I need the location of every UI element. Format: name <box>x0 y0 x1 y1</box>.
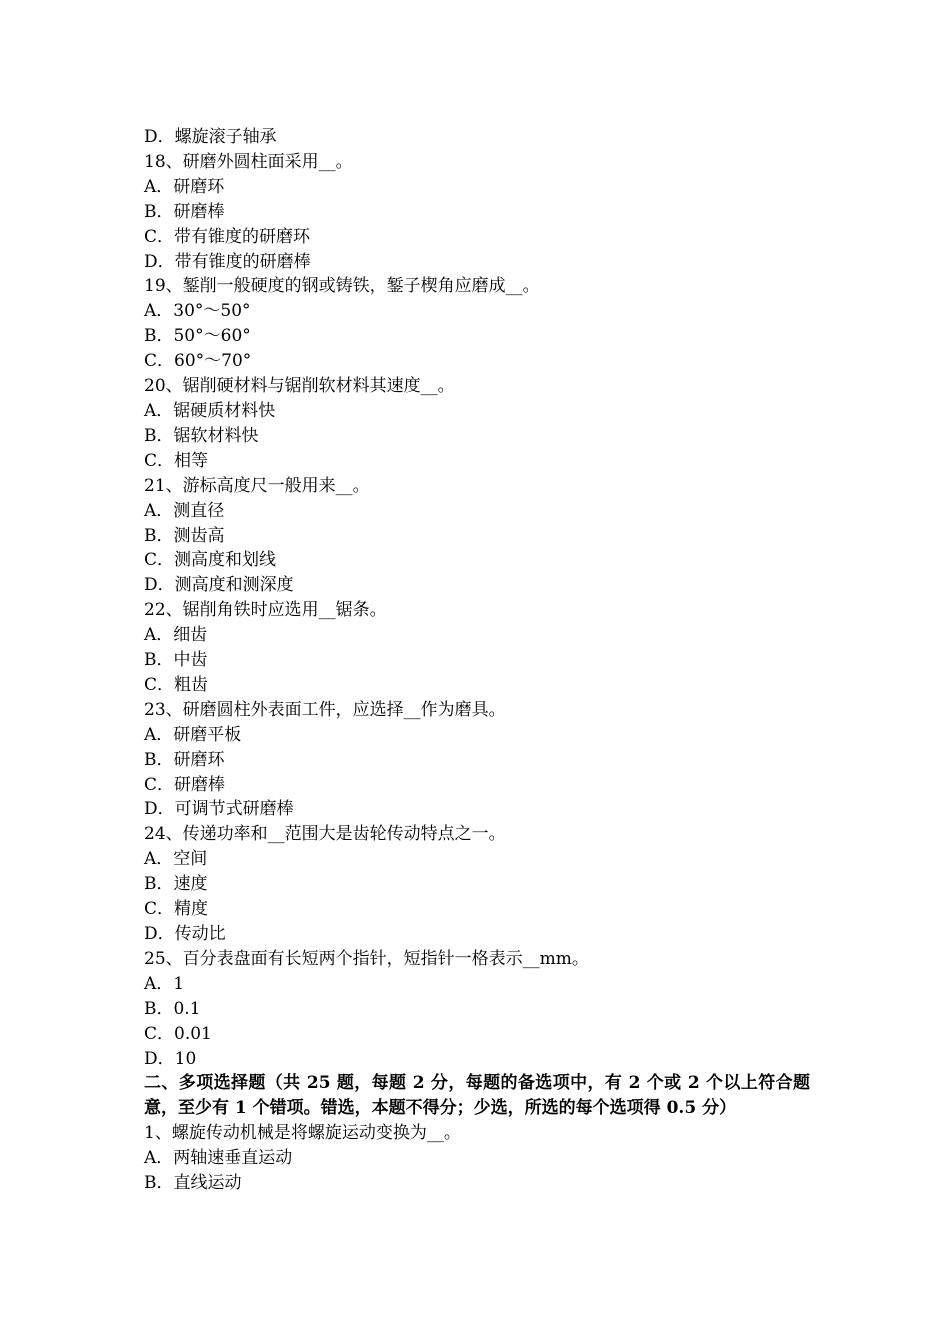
document-page <box>144 125 810 1196</box>
answer-option: C．带有锥度的研磨环 <box>144 226 311 247</box>
answer-option: C．0.01 <box>144 1023 212 1044</box>
answer-option: A．测直径 <box>144 500 225 521</box>
question-block-multiple-choice <box>144 1121 810 1196</box>
question-stem: 23、研磨圆柱外表面工件，应选择__作为磨具。 <box>144 699 506 720</box>
question-stem: 1、螺旋传动机械是将螺旋运动变换为__。 <box>144 1123 461 1144</box>
answer-option: B．中齿 <box>144 650 208 671</box>
question-stem: 25、百分表盘面有长短两个指针，短指针一格表示__mm。 <box>144 948 589 969</box>
answer-option: B．测齿高 <box>144 525 225 546</box>
answer-option: C．精度 <box>144 899 209 920</box>
question-block-single-choice <box>144 125 810 1071</box>
answer-option: D．10 <box>144 1048 197 1069</box>
answer-option: B．50°～60° <box>144 326 251 347</box>
answer-option: A．空间 <box>144 849 208 870</box>
question-stem: 22、锯削角铁时应选用__锯条。 <box>144 600 387 621</box>
answer-option: D．可调节式研磨棒 <box>144 799 294 820</box>
answer-option: A．30°～50° <box>144 301 251 322</box>
question-stem: 18、研磨外圆柱面采用__。 <box>144 151 353 172</box>
answer-option: B．直线运动 <box>144 1173 242 1194</box>
answer-option: D．测高度和测深度 <box>144 575 294 596</box>
answer-option: A．1 <box>144 973 185 994</box>
answer-option: D．螺旋滚子轴承 <box>144 127 277 147</box>
question-stem: 20、锯削硬材料与锯削软材料其速度__。 <box>144 376 455 397</box>
answer-option: A．锯硬质材料快 <box>144 400 276 421</box>
answer-option: C．研磨棒 <box>144 774 226 795</box>
answer-option: C．相等 <box>144 450 209 471</box>
answer-option: A．两轴速垂直运动 <box>144 1148 293 1169</box>
question-stem: 24、传递功率和__范围大是齿轮传动特点之一。 <box>144 824 506 845</box>
question-stem: 19、錾削一般硬度的钢或铸铁，錾子楔角应磨成__。 <box>144 276 540 297</box>
answer-option: A．研磨平板 <box>144 724 242 745</box>
answer-option: A．研磨环 <box>144 176 225 197</box>
question-stem: 21、游标高度尺一般用来__。 <box>144 475 370 496</box>
answer-option: B．0.1 <box>144 998 201 1019</box>
answer-option: C．粗齿 <box>144 674 209 695</box>
answer-option: B．研磨棒 <box>144 201 225 222</box>
answer-option: B．锯软材料快 <box>144 425 259 446</box>
section-heading-multiple-choice: 二、多项选择题（共 25 题，每题 2 分，每题的备选项中，有 2 个或 2 个以上符合题意，至少有 1 个错项。错选，本题不得分；少选，所选的每个选项得 0.5 分） <box>144 1073 810 1119</box>
answer-option: C．测高度和划线 <box>144 550 277 571</box>
answer-option: B．速度 <box>144 874 208 895</box>
answer-option: B．研磨环 <box>144 749 225 770</box>
answer-option: D．传动比 <box>144 924 226 944</box>
answer-option: D．带有锥度的研磨棒 <box>144 251 311 272</box>
answer-option: A．细齿 <box>144 625 208 646</box>
answer-option: C．60°～70° <box>144 351 252 372</box>
